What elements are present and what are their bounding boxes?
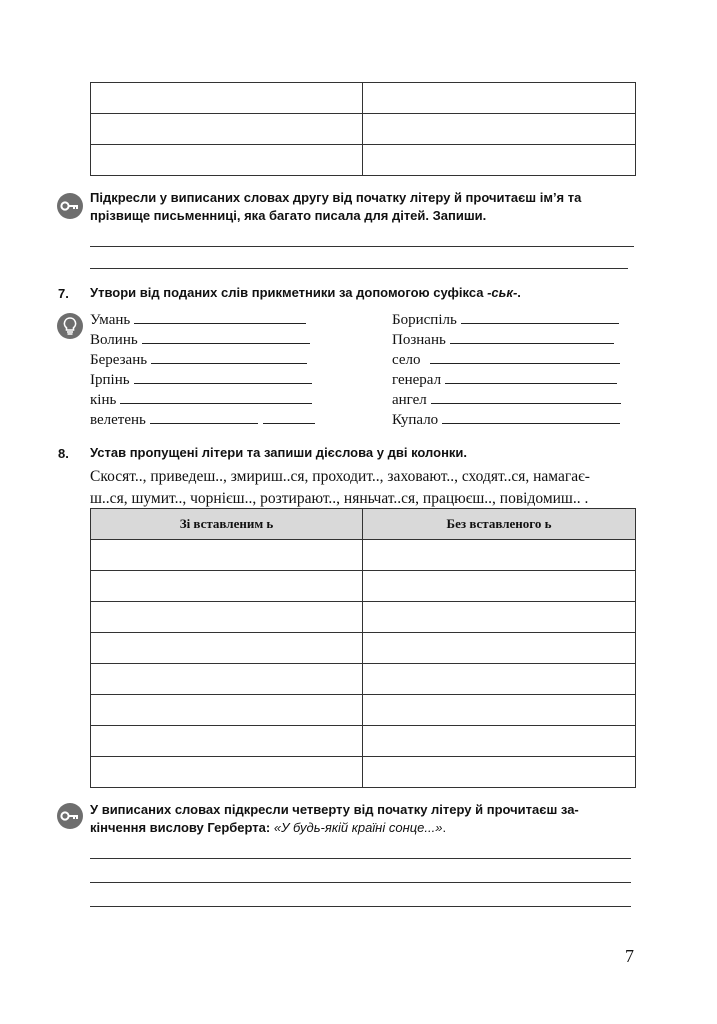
table-cell (363, 695, 636, 726)
task7-text-end: . (517, 285, 521, 300)
task9-text: кінчення вислову Герберта: (90, 820, 274, 835)
answer-blank (142, 331, 310, 344)
word-item (392, 331, 614, 349)
answer-blank (445, 371, 617, 384)
word-label: ангел (392, 392, 427, 408)
table-cell (91, 114, 363, 145)
word-item (90, 331, 310, 349)
answer-blank (120, 391, 312, 404)
lightbulb-icon (57, 313, 83, 339)
word-label: село (392, 352, 421, 368)
answer-blank (150, 411, 258, 424)
task7-instruction (90, 284, 650, 302)
task9-end: . (442, 820, 447, 835)
word-label: Купало (392, 412, 439, 428)
verbs-table (90, 508, 636, 788)
answer-blank (134, 311, 306, 324)
table-cell (363, 571, 636, 602)
table-cell (91, 664, 363, 695)
page-number: 7 (625, 946, 634, 966)
task7-number: 7. (58, 286, 69, 301)
column-header: Без вставленого ь (363, 509, 636, 540)
task9-quote: «У будь-якій країні сонце...» (273, 820, 443, 835)
table-cell (363, 757, 636, 788)
top-table (90, 82, 636, 176)
answer-line (90, 882, 631, 883)
task9-line: У виписаних словах підкресли четверту від початку літеру й прочитаєш за- (90, 802, 579, 817)
table-cell (91, 83, 363, 114)
table-cell (91, 602, 363, 633)
table-cell (363, 726, 636, 757)
task8-number: 8. (58, 446, 69, 461)
column-header: Зі вставленим ь (91, 509, 363, 540)
table-cell (91, 145, 363, 176)
word-item (392, 411, 620, 429)
answer-line (90, 858, 631, 859)
answer-blank (263, 411, 315, 424)
table-cell (363, 83, 636, 114)
table-cell (363, 602, 636, 633)
word-item (392, 371, 617, 389)
word-item (392, 391, 621, 409)
table-cell (363, 145, 636, 176)
word-item (90, 411, 315, 429)
answer-blank (151, 351, 307, 364)
task9-instruction (90, 801, 650, 837)
key-icon (57, 803, 83, 829)
word-item (90, 391, 312, 409)
word-label: кінь (90, 392, 117, 408)
answer-blank (430, 351, 620, 364)
task8-words-line: ш..ся, шумит.., чорнієш.., розтирают.., няньчат..ся, працюєш.., повідомиш.. . (90, 490, 589, 507)
table-cell (91, 571, 363, 602)
table-cell (363, 633, 636, 664)
word-item (90, 351, 307, 369)
task9-line2 (90, 819, 650, 837)
word-label: Умань (90, 312, 131, 328)
task6-instruction: Підкресли у виписаних словах другу від початку літеру й прочитаєш ім’я та прізвище письменниці, яка багато писала для дітей. Запиши. (90, 190, 582, 223)
answer-line (90, 246, 634, 247)
word-label: Бориспіль (392, 312, 457, 328)
answer-blank (450, 331, 614, 344)
answer-blank (431, 391, 621, 404)
task7-suffix: -ськ- (487, 285, 518, 300)
answer-blank (134, 371, 312, 384)
word-label: Волинь (90, 332, 138, 348)
table-cell (91, 633, 363, 664)
table-cell (91, 726, 363, 757)
word-item (392, 311, 619, 329)
word-item (90, 371, 312, 389)
answer-line (90, 268, 628, 269)
word-label: велетень (90, 412, 146, 428)
task8-words (90, 466, 650, 510)
table-cell (91, 695, 363, 726)
word-item (392, 351, 620, 369)
task7-text-start: Утвори від поданих слів прикметники за допомогою суфікса (90, 285, 488, 300)
word-label: Познань (392, 332, 446, 348)
word-label: Ірпінь (90, 372, 130, 388)
word-label: генерал (392, 372, 442, 388)
answer-line (90, 906, 631, 907)
key-icon (57, 193, 83, 219)
table-cell (363, 114, 636, 145)
table-cell (363, 664, 636, 695)
word-label: Березань (90, 352, 148, 368)
table-cell (91, 540, 363, 571)
answer-blank (442, 411, 620, 424)
task8-instruction: Устав пропущені літери та запиши дієслова у дві колонки. (90, 445, 468, 460)
answer-blank (461, 311, 619, 324)
table-cell (363, 540, 636, 571)
task8-words-line: Скосят.., приведеш.., змириш..ся, проходит.., заховают.., сходят..ся, намагає- (90, 468, 590, 485)
table-cell (91, 757, 363, 788)
word-item (90, 311, 306, 329)
